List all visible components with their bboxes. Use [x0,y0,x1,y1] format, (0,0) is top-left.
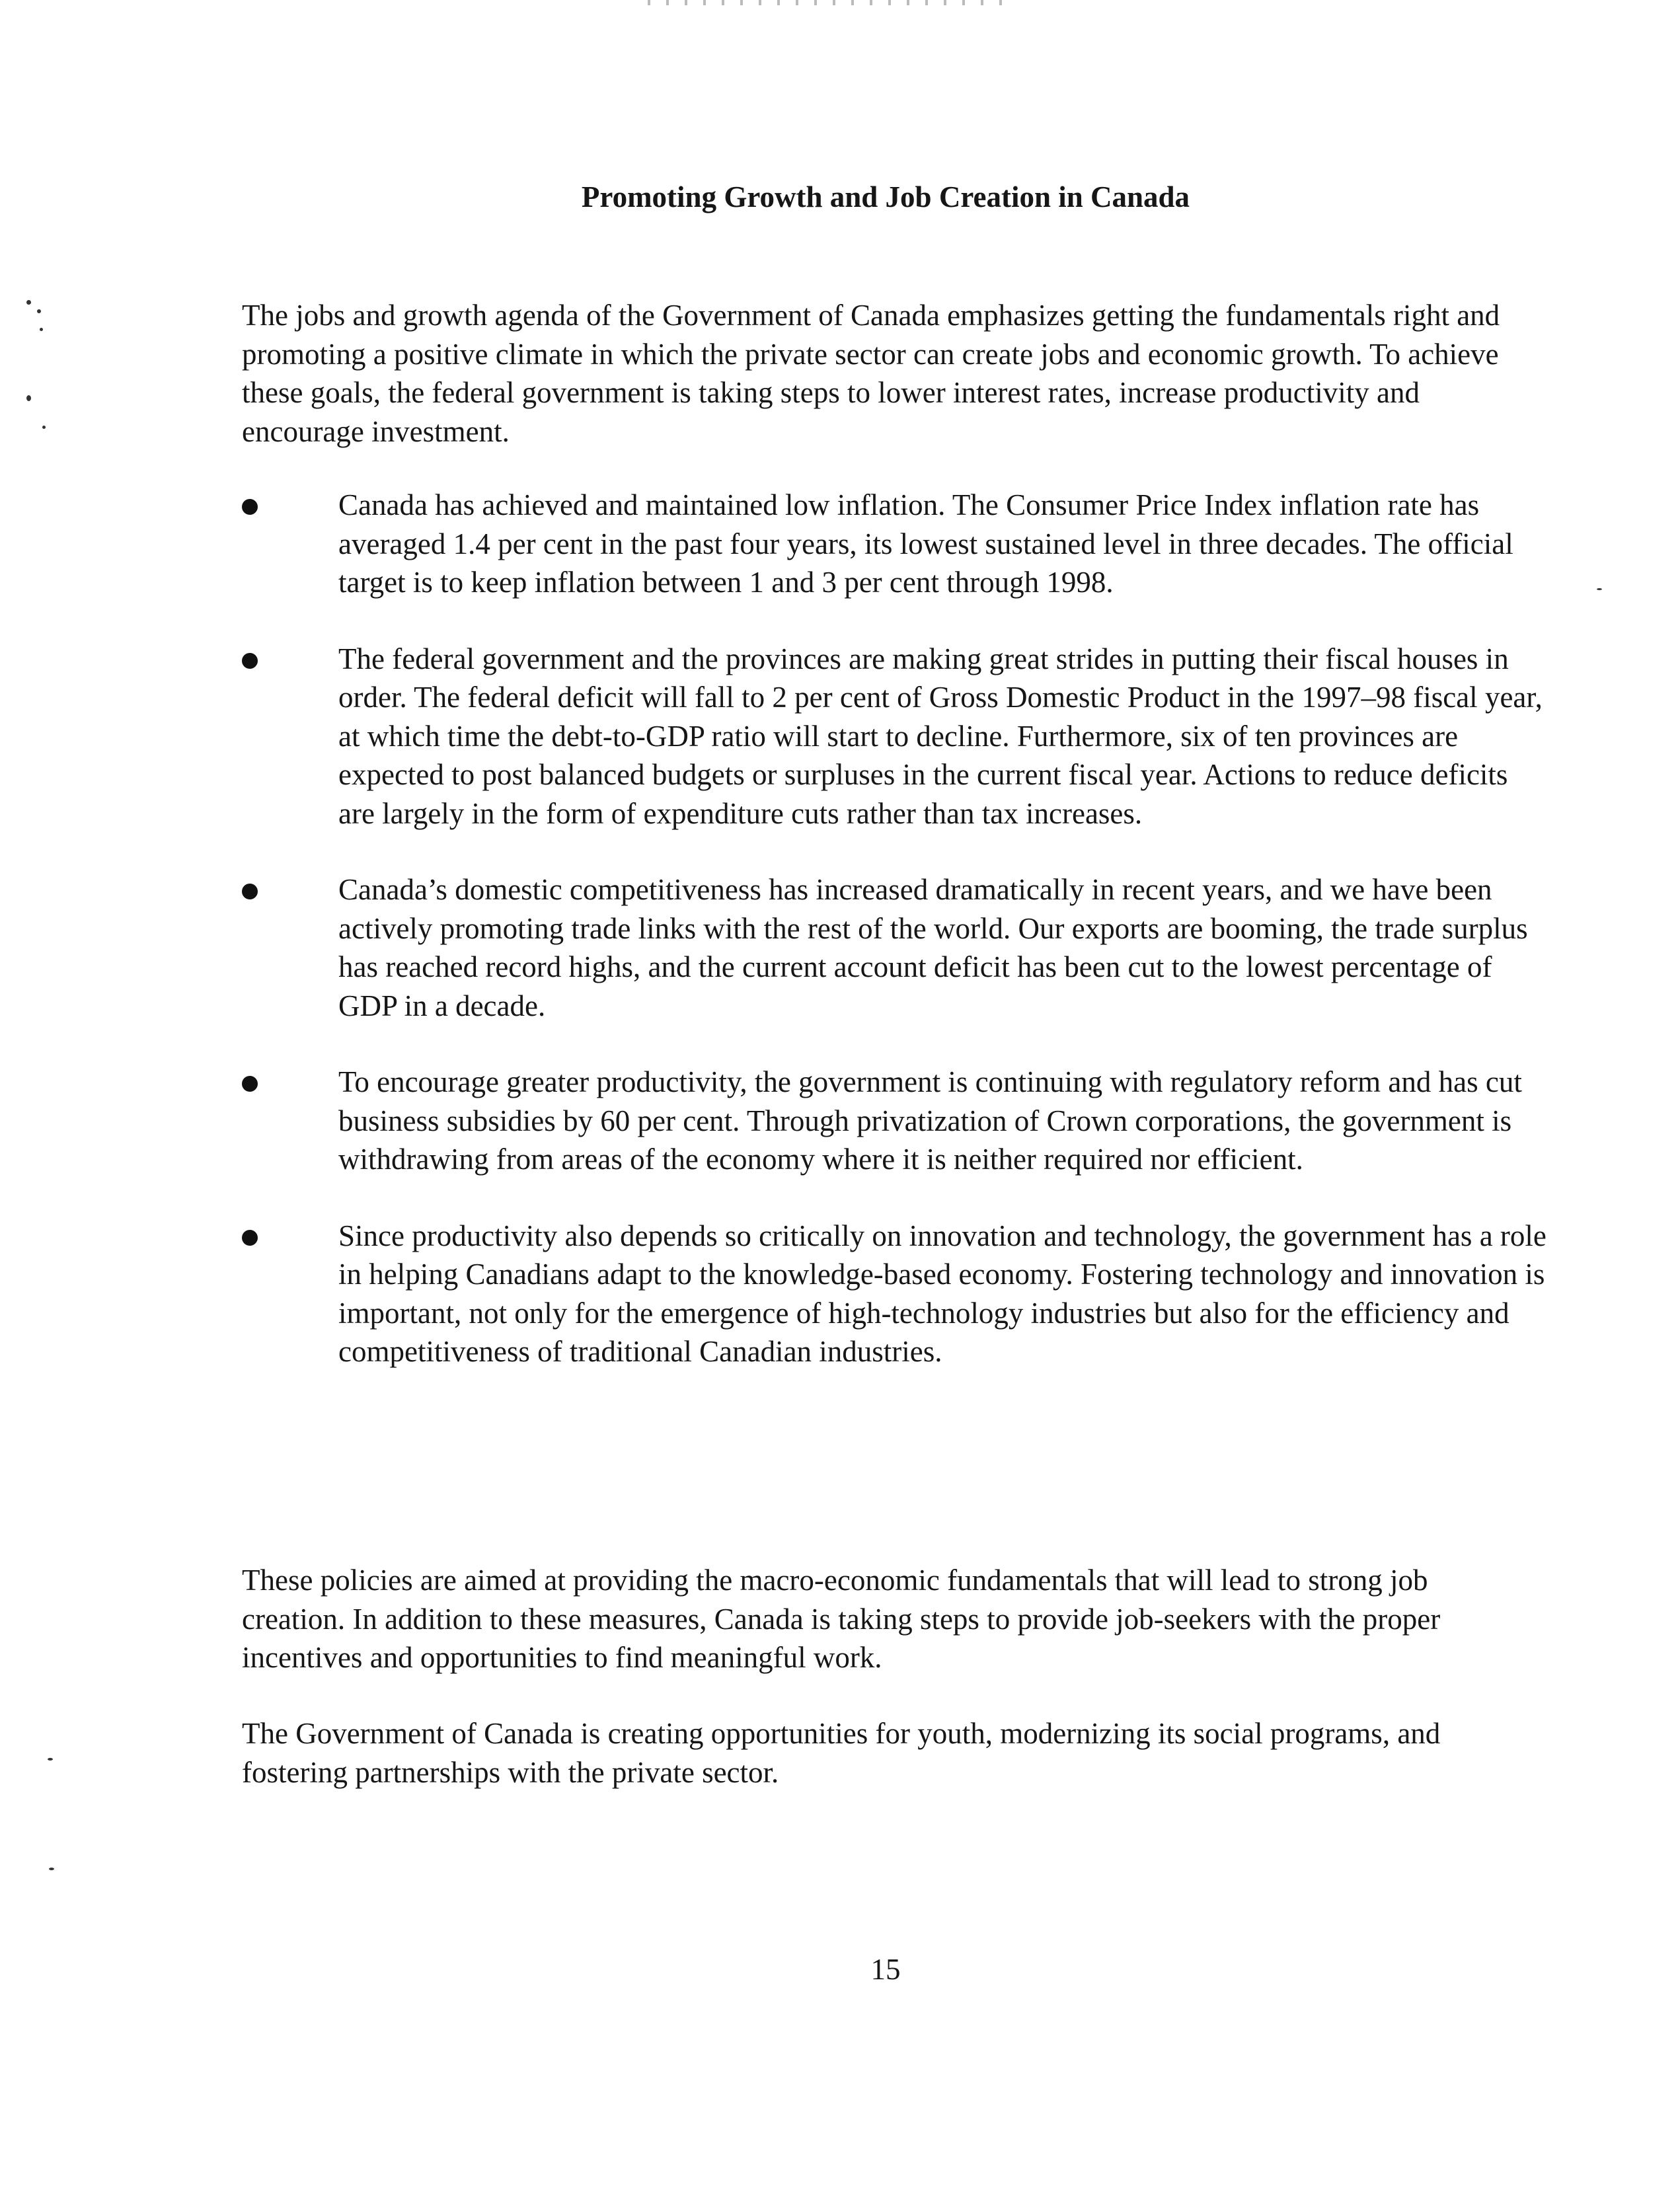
list-item [238,1217,1546,1371]
scan-speck [42,426,46,429]
intro-paragraph: The jobs and growth agenda of the Government of Canada emphasizes getting the fundamentals right and promoting a positive climate in which the private sector can create jobs and economic growth. To achieve these goals, the federal government is taking steps to lower interest rates, increase productivity and encourage investment. [242,299,1500,448]
list-item [238,870,1546,1025]
list-item [238,640,1546,833]
bullet-icon [242,884,258,899]
scan-speck [1597,588,1602,590]
page-number: 15 [870,1953,901,1986]
scan-speck [48,1758,53,1761]
scan-speck [26,395,31,401]
page-title: Promoting Growth and Job Creation in Canada [581,180,1190,213]
list-item-text: Canada has achieved and maintained low inflation. The Consumer Price Index inflation rate has averaged 1.4 per cent in the past four years, its lowest sustained level in three decades. The official target is to keep inflation between 1 and 3 per cent through 1998. [338,488,1513,599]
closing-paragraph: The Government of Canada is creating opportunities for youth, modernizing its social programs, and fostering partnerships with the private sector. [242,1717,1441,1789]
scan-speck [26,300,31,305]
policies-paragraph: These policies are aimed at providing the macro-economic fundamentals that will lead to strong job creation. In addition to these measures, Canada is taking steps to provide job-seekers with the proper incentives and opportunities to find meaningful work. [242,1564,1441,1674]
scan-artifact [648,0,1018,5]
bullet-list [238,486,1546,1409]
list-item [238,486,1546,602]
scan-speck [37,309,41,313]
scan-speck [40,328,43,331]
bullet-icon [242,1230,258,1246]
bullet-icon [242,499,258,515]
list-item-text: The federal government and the provinces are making great strides in putting their fiscal houses in order. The federal deficit will fall to 2 per cent of Gross Domestic Product in the 1997–98 fiscal year, at which time the debt-to-GDP ratio will start to decline. Furthermore, six of ten provinces are expected to post balanced budgets or surpluses in the current fiscal year. Actions to reduce deficits are largely in the form of expenditure cuts rather than tax increases. [338,642,1543,830]
list-item-text: Canada’s domestic competitiveness has increased dramatically in recent years, and we have been actively promoting trade links with the rest of the world. Our exports are booming, the trade surplus has reached record highs, and the current account deficit has been cut to the lowest percentage of GDP in a decade. [338,873,1528,1022]
scan-speck [49,1868,54,1870]
list-item [238,1063,1546,1179]
bullet-icon [242,653,258,669]
list-item-text: To encourage greater productivity, the government is continuing with regulatory reform and has cut business subsidies by 60 per cent. Through privatization of Crown corporations, the government is withdrawing from areas of the economy where it is neither required nor efficient. [338,1065,1522,1176]
list-item-text: Since productivity also depends so critically on innovation and technology, the government has a role in helping Canadians adapt to the knowledge-based economy. Fostering technology and innovation is important, not only for the emergence of high-technology industries but also for the efficiency and competitiveness of traditional Canadian industries. [338,1219,1546,1368]
bullet-icon [242,1076,258,1092]
